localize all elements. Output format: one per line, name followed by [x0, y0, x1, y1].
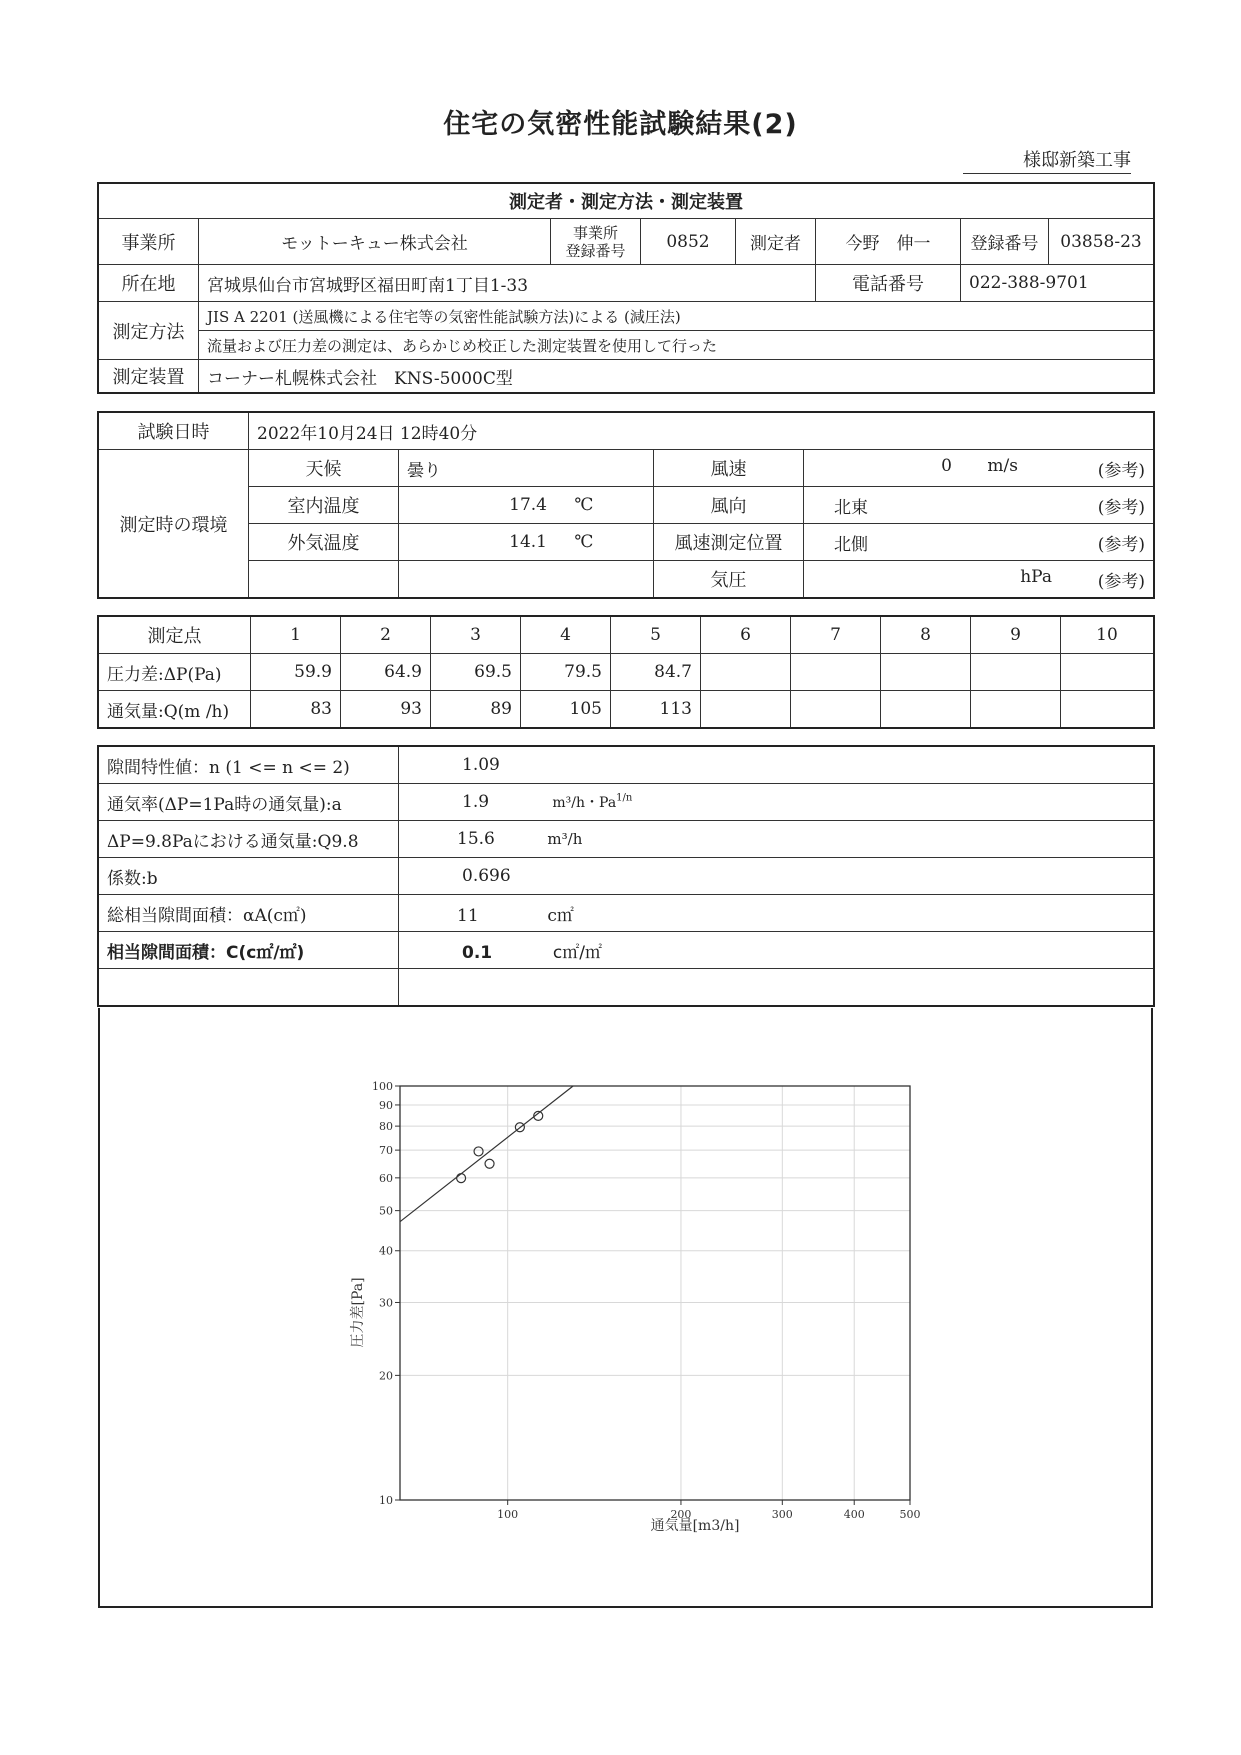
dp-value: 79.5	[521, 654, 611, 691]
y-tick-label: 100	[372, 1080, 393, 1093]
ref-1: (参考)	[1097, 460, 1146, 481]
measurer-label: 測定者	[736, 219, 816, 265]
dp-label: 圧力差:ΔP(Pa)	[99, 654, 251, 691]
wind-speed-label: 風速	[654, 450, 804, 487]
device-label: 測定装置	[99, 360, 199, 393]
y-tick-label: 30	[379, 1296, 393, 1310]
dp-value	[971, 654, 1061, 691]
point-label: 測定点	[99, 617, 251, 654]
dp-value: 69.5	[431, 654, 521, 691]
weather-value: 曇り	[399, 450, 654, 487]
indoor-temp-cell	[399, 487, 654, 524]
x-tick-label: 300	[771, 1508, 793, 1521]
dp-value: 59.9	[251, 654, 341, 691]
n-value: 1.09	[462, 755, 500, 775]
b-value: 0.696	[462, 866, 511, 886]
pressure-flow-chart	[100, 1008, 1151, 1606]
point-number: 4	[521, 617, 611, 654]
aa-unit: c㎡	[547, 905, 574, 926]
date-value: 2022年10月24日 12時40分	[249, 413, 1154, 450]
point-number: 5	[611, 617, 701, 654]
pressure-cell	[804, 561, 1154, 598]
method-line2: 流量および圧力差の測定は、あらかじめ校正した測定装置を使用して行った	[199, 331, 1154, 360]
y-axis-label: 圧力差[Pa]	[350, 1277, 366, 1348]
y-tick-label: 80	[379, 1120, 393, 1134]
phone-label: 電話番号	[816, 265, 961, 302]
c-value: 0.1	[462, 942, 493, 963]
dp-value	[1061, 654, 1154, 691]
dp-value: 64.9	[341, 654, 431, 691]
empty-result-label	[99, 969, 399, 1006]
wind-dir-cell	[804, 487, 1154, 524]
q98-unit: m³/h	[547, 830, 583, 848]
x-tick-label: 200	[670, 1508, 692, 1521]
point-number: 10	[1061, 617, 1154, 654]
fit-line	[400, 1086, 573, 1222]
project-name: 様邸新築工事	[963, 146, 1131, 174]
wind-dir-label: 風向	[654, 487, 804, 524]
indoor-temp-label: 室内温度	[249, 487, 399, 524]
empty-result-value	[399, 969, 1154, 1006]
reg-label: 事業所 登録番号	[551, 219, 641, 265]
date-label: 試験日時	[99, 413, 249, 450]
b-label: 係数:b	[99, 858, 399, 895]
indoor-temp-unit: ℃	[574, 495, 594, 515]
x-tick-label: 500	[899, 1508, 921, 1521]
n-label: 隙間特性値：n (1 <= n <= 2)	[99, 747, 399, 784]
q-value: 89	[431, 691, 521, 728]
wind-pos-label: 風速測定位置	[654, 524, 804, 561]
x-tick-label: 100	[497, 1508, 519, 1521]
wind-dir-value: 北東	[834, 497, 868, 518]
q98-label: ΔP=9.8Paにおける通気量:Q9.8	[99, 821, 399, 858]
point-number: 1	[251, 617, 341, 654]
outdoor-temp-unit: ℃	[574, 532, 594, 552]
weather-label: 天候	[249, 450, 399, 487]
device-value: コーナー札幌株式会社 KNS-5000C型	[199, 360, 1154, 393]
aa-label: 総相当隙間面積：αA(c㎡)	[99, 895, 399, 932]
address-label: 所在地	[99, 265, 199, 302]
aa-cell	[399, 895, 1154, 932]
ref-2: (参考)	[1097, 497, 1146, 518]
results-table	[98, 746, 1154, 1006]
x-tick-label: 400	[843, 1508, 865, 1521]
c-label: 相当隙間面積：C(c㎡/㎡)	[99, 932, 399, 969]
q-value	[791, 691, 881, 728]
outdoor-temp-cell	[399, 524, 654, 561]
regno-label: 登録番号	[961, 219, 1049, 265]
q-value: 105	[521, 691, 611, 728]
a-label: 通気率(ΔP=1Pa時の通気量):a	[99, 784, 399, 821]
empty-env-value	[399, 561, 654, 598]
q-value: 83	[251, 691, 341, 728]
c-cell	[399, 932, 1154, 969]
phone-value: 022-388-9701	[961, 265, 1154, 302]
ref-3: (参考)	[1097, 534, 1146, 555]
q98-cell	[399, 821, 1154, 858]
outdoor-temp-value: 14.1	[509, 532, 547, 552]
page-title: 住宅の気密性能試験結果(2)	[443, 109, 798, 140]
point-number: 8	[881, 617, 971, 654]
pressure-unit: hPa	[1020, 566, 1052, 587]
address-value: 宮城県仙台市宮城野区福田町南1丁目1-33	[199, 265, 816, 302]
wind-speed-cell	[804, 450, 1154, 487]
y-tick-label: 60	[379, 1171, 393, 1185]
n-cell	[399, 747, 1154, 784]
wind-pos-cell	[804, 524, 1154, 561]
y-tick-label: 40	[379, 1244, 393, 1258]
q-value	[971, 691, 1061, 728]
reg-value: 0852	[641, 219, 736, 265]
q-value	[881, 691, 971, 728]
c-unit: c㎡/㎡	[552, 942, 602, 963]
q98-value: 15.6	[457, 829, 495, 849]
indoor-temp-value: 17.4	[509, 495, 547, 515]
wind-speed-value: 0	[941, 455, 952, 476]
q-label: 通気量:Q(m /h)	[99, 691, 251, 728]
empty-env-label	[249, 561, 399, 598]
dp-value	[881, 654, 971, 691]
measurer-value: 今野 伸一	[816, 219, 961, 265]
pressure-label: 気圧	[654, 561, 804, 598]
ref-4: (参考)	[1097, 571, 1146, 592]
outdoor-temp-label: 外気温度	[249, 524, 399, 561]
env-label: 測定時の環境	[99, 450, 249, 598]
q-value	[1061, 691, 1154, 728]
point-number: 6	[701, 617, 791, 654]
wind-speed-unit: m/s	[987, 455, 1018, 476]
y-tick-label: 50	[379, 1204, 393, 1218]
office-value: モットーキュー株式会社	[199, 219, 551, 265]
a-unit-exponent: 1/n	[616, 792, 633, 804]
q-value: 93	[341, 691, 431, 728]
point-number: 9	[971, 617, 1061, 654]
a-value: 1.9	[462, 792, 490, 812]
data-point	[474, 1147, 483, 1156]
point-number: 3	[431, 617, 521, 654]
info-section-title: 測定者・測定方法・測定装置	[99, 184, 1154, 219]
point-number: 2	[341, 617, 431, 654]
y-tick-label: 70	[379, 1144, 393, 1158]
aa-value: 11	[457, 905, 479, 926]
regno-value: 03858-23	[1049, 219, 1154, 265]
method-line1: JIS A 2201 (送風機による住宅等の気密性能試験方法)による (減圧法)	[199, 302, 1154, 331]
method-label: 測定方法	[99, 302, 199, 360]
b-cell	[399, 858, 1154, 895]
a-cell	[399, 784, 1154, 821]
dp-value	[791, 654, 881, 691]
env-table	[98, 412, 1154, 598]
x-axis-label: 通気量[m3/h]	[650, 1518, 740, 1534]
office-label: 事業所	[99, 219, 199, 265]
dp-value	[701, 654, 791, 691]
point-number: 7	[791, 617, 881, 654]
q-value	[701, 691, 791, 728]
wind-pos-value: 北側	[834, 534, 868, 555]
chart-box	[98, 1008, 1153, 1608]
y-tick-label: 20	[379, 1369, 393, 1383]
dp-value: 84.7	[611, 654, 701, 691]
y-tick-label: 90	[379, 1098, 393, 1112]
info-table	[98, 183, 1154, 393]
data-point	[485, 1159, 494, 1168]
a-unit: m³/h・Pa	[552, 795, 617, 811]
y-tick-label: 10	[379, 1494, 393, 1507]
points-table	[98, 616, 1154, 728]
q-value: 113	[611, 691, 701, 728]
